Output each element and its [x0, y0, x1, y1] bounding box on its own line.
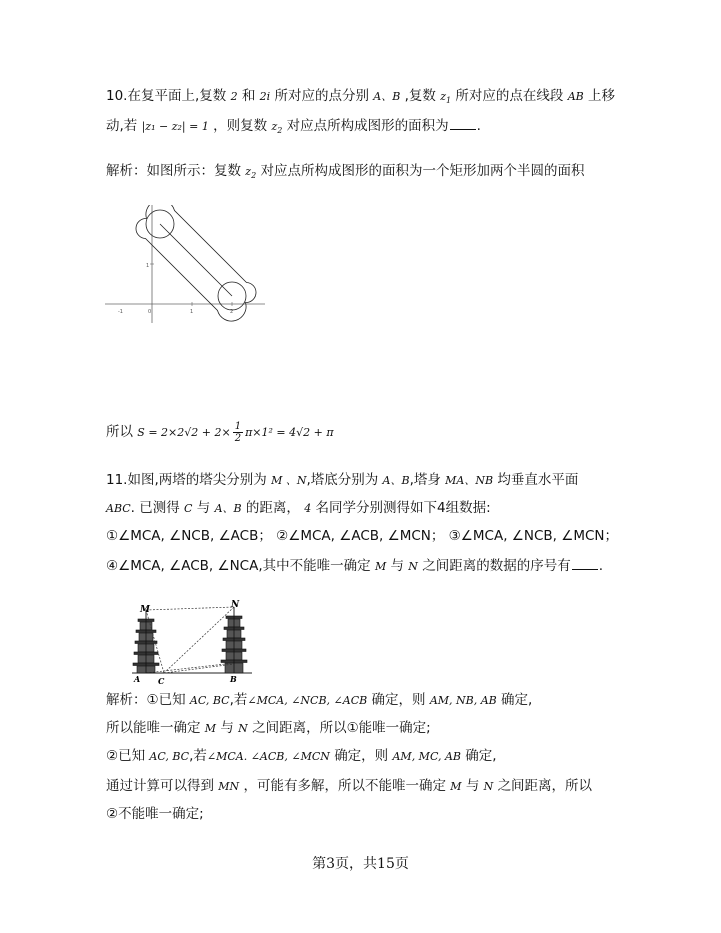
s3-b: ,若	[189, 748, 207, 764]
s4-d: 之间距离，所以	[497, 778, 593, 794]
q11-l4-b: ,其中不能唯一确定	[258, 558, 371, 574]
s5: ②不能唯一确定;	[106, 806, 204, 822]
q11-l4-d: 之间距离的数据的序号有	[422, 558, 571, 574]
s3-d: 确定,	[465, 748, 497, 764]
s4-b: ，可能有多解，所以不能唯一确定	[243, 778, 446, 794]
s4-a: 通过计算可以得到	[106, 778, 214, 794]
q10-line1	[106, 86, 615, 111]
q11-l2-four: 4	[304, 502, 312, 515]
q11-l1-a: 11.如图,两塔的塔尖分别为	[106, 472, 267, 488]
s3-ACBC: AC, BC	[149, 750, 190, 763]
s3-c: 确定，则	[334, 748, 389, 764]
tick-label-1: 1	[190, 309, 194, 315]
q10-l1-two: 2	[230, 90, 238, 103]
q10-l2-z2: $z_2$	[271, 120, 283, 136]
s2-b: 与	[220, 720, 234, 736]
label-C: C	[158, 676, 165, 684]
q11-l2-ABC: ABC	[106, 502, 131, 515]
answer-expr2: π×1² = 4√2 + π	[245, 426, 334, 439]
q10-l1-twoi: 2i	[259, 90, 271, 103]
q10-l1-c: ,复数	[404, 88, 436, 104]
s1-d: 确定,	[501, 692, 533, 708]
s1-ACBC: AC, BC	[189, 694, 230, 707]
s1-b: ,若	[229, 692, 248, 708]
q10-line2	[106, 116, 481, 141]
q11-l2-C: C	[184, 502, 193, 515]
q11-sol3	[106, 746, 497, 767]
q11-sol4	[106, 776, 592, 797]
q11-l1-b: ,塔底分别为	[306, 472, 379, 488]
tick-label-neg1: -1	[118, 309, 123, 315]
s3-lens: AM, MC, AB	[392, 750, 461, 763]
q10-l1-d: 所对应的点在线段	[455, 88, 564, 104]
s4-MN: MN	[218, 780, 240, 793]
q10-l1-AB2: AB	[567, 90, 584, 103]
q10-l1-e: 上移	[588, 88, 616, 104]
s2-c: 之间距离，所以①能唯一确定;	[252, 720, 431, 736]
q10-l2-b: ，则复数	[213, 118, 268, 134]
s2-N: N	[238, 722, 248, 735]
q10-l2-end: .	[476, 118, 481, 134]
q10-l2-a: 动,若	[106, 118, 138, 134]
q10-l3-z2: $z_2$	[245, 165, 257, 181]
q11-l2-d: 名同学分别测得如下4组数据:	[315, 500, 491, 516]
label-N: N	[231, 600, 240, 610]
q11-l1-MN: M 、N	[271, 474, 307, 487]
tick-label-0: 0	[148, 309, 152, 315]
q11-l4-N: N	[408, 560, 418, 573]
q10-l2-c: 对应点所构成图形的面积为	[286, 118, 449, 134]
q11-l1-AB: A、B	[382, 474, 410, 487]
q10-l1-and: 和	[241, 88, 256, 104]
label-B: B	[230, 674, 237, 684]
tick-label-y1: 1	[146, 263, 150, 269]
s1-angles: ∠MCA, ∠NCB, ∠ACB	[247, 694, 368, 707]
q10-l1-z1: $z_1$	[440, 90, 452, 106]
q11-sol2	[106, 718, 431, 739]
q11-sol1	[106, 690, 532, 711]
answer-expr1: S = 2×2√2 + 2×	[137, 426, 231, 439]
q11-line4	[106, 556, 603, 577]
q11-l2-AB: A、B	[214, 502, 242, 515]
label-A: A	[134, 674, 141, 684]
q10-l1-a: 10.在复平面上,复数	[106, 88, 227, 104]
s1-a: 解析：①已知	[106, 692, 186, 708]
s2-M: M	[204, 722, 217, 735]
q11-l1-d: 均垂直水平面	[497, 472, 579, 488]
q11-l4-M: M	[374, 560, 387, 573]
s2-a: 所以能唯一确定	[106, 720, 201, 736]
q11-line2	[106, 498, 491, 519]
q11-l4-c: 与	[390, 558, 404, 574]
q11-sol5	[106, 804, 204, 824]
q11-l1-c: ,塔身	[409, 472, 441, 488]
q11-l1-MANB: MA、NB	[445, 474, 494, 487]
answer-prefix: 所以	[106, 424, 133, 440]
page-footer: 第3页，共15页	[312, 856, 409, 872]
fraction-half: $\frac{1}{2}$	[234, 420, 242, 444]
q11-l4-end: .	[598, 558, 604, 574]
complex-plane-figure	[100, 205, 270, 325]
q11-l2-a: . 已测得	[130, 500, 180, 516]
tick-label-2: 2	[230, 309, 234, 315]
q10-l3-b: 对应点所构成图形的面积为一个矩形加两个半圆的面积	[260, 163, 585, 179]
answer-blank-2	[572, 556, 598, 570]
q11-options-1-3: ①∠MCA, ∠NCB, ∠ACB； ②∠MCA, ∠ACB, ∠MCN； ③∠MCA, ∠NCB, ∠MCN；	[106, 528, 619, 544]
q10-l2-abs: |z₁ − z₂| = 1	[141, 120, 209, 133]
s3-angles: ∠MCA. ∠ACB, ∠MCN	[206, 750, 330, 763]
s4-N: N	[483, 780, 494, 793]
s3-a: ②已知	[106, 748, 146, 764]
q10-l1-AB: A、B	[373, 90, 401, 103]
q10-l3-a: 解析：如图所示：复数	[106, 163, 241, 179]
q10-l1-b: 所对应的点分别	[274, 88, 369, 104]
segment-AB	[160, 224, 232, 296]
q10-line3	[106, 161, 584, 186]
towers-figure	[128, 598, 268, 684]
q11-line3	[106, 526, 618, 546]
q11-l2-b: 与	[196, 500, 211, 516]
q11-l2-c: 的距离，	[245, 500, 300, 516]
s1-lens: AM, NB, AB	[429, 694, 497, 707]
q11-l4-a: ④∠MCA, ∠ACB, ∠NCA	[106, 558, 259, 574]
s1-c: 确定，则	[371, 692, 426, 708]
q10-answer	[106, 420, 334, 445]
s4-c: 与	[465, 778, 480, 794]
s4-M: M	[450, 780, 462, 793]
answer-blank	[450, 116, 476, 130]
q11-line1	[106, 470, 578, 491]
label-M: M	[140, 605, 150, 615]
